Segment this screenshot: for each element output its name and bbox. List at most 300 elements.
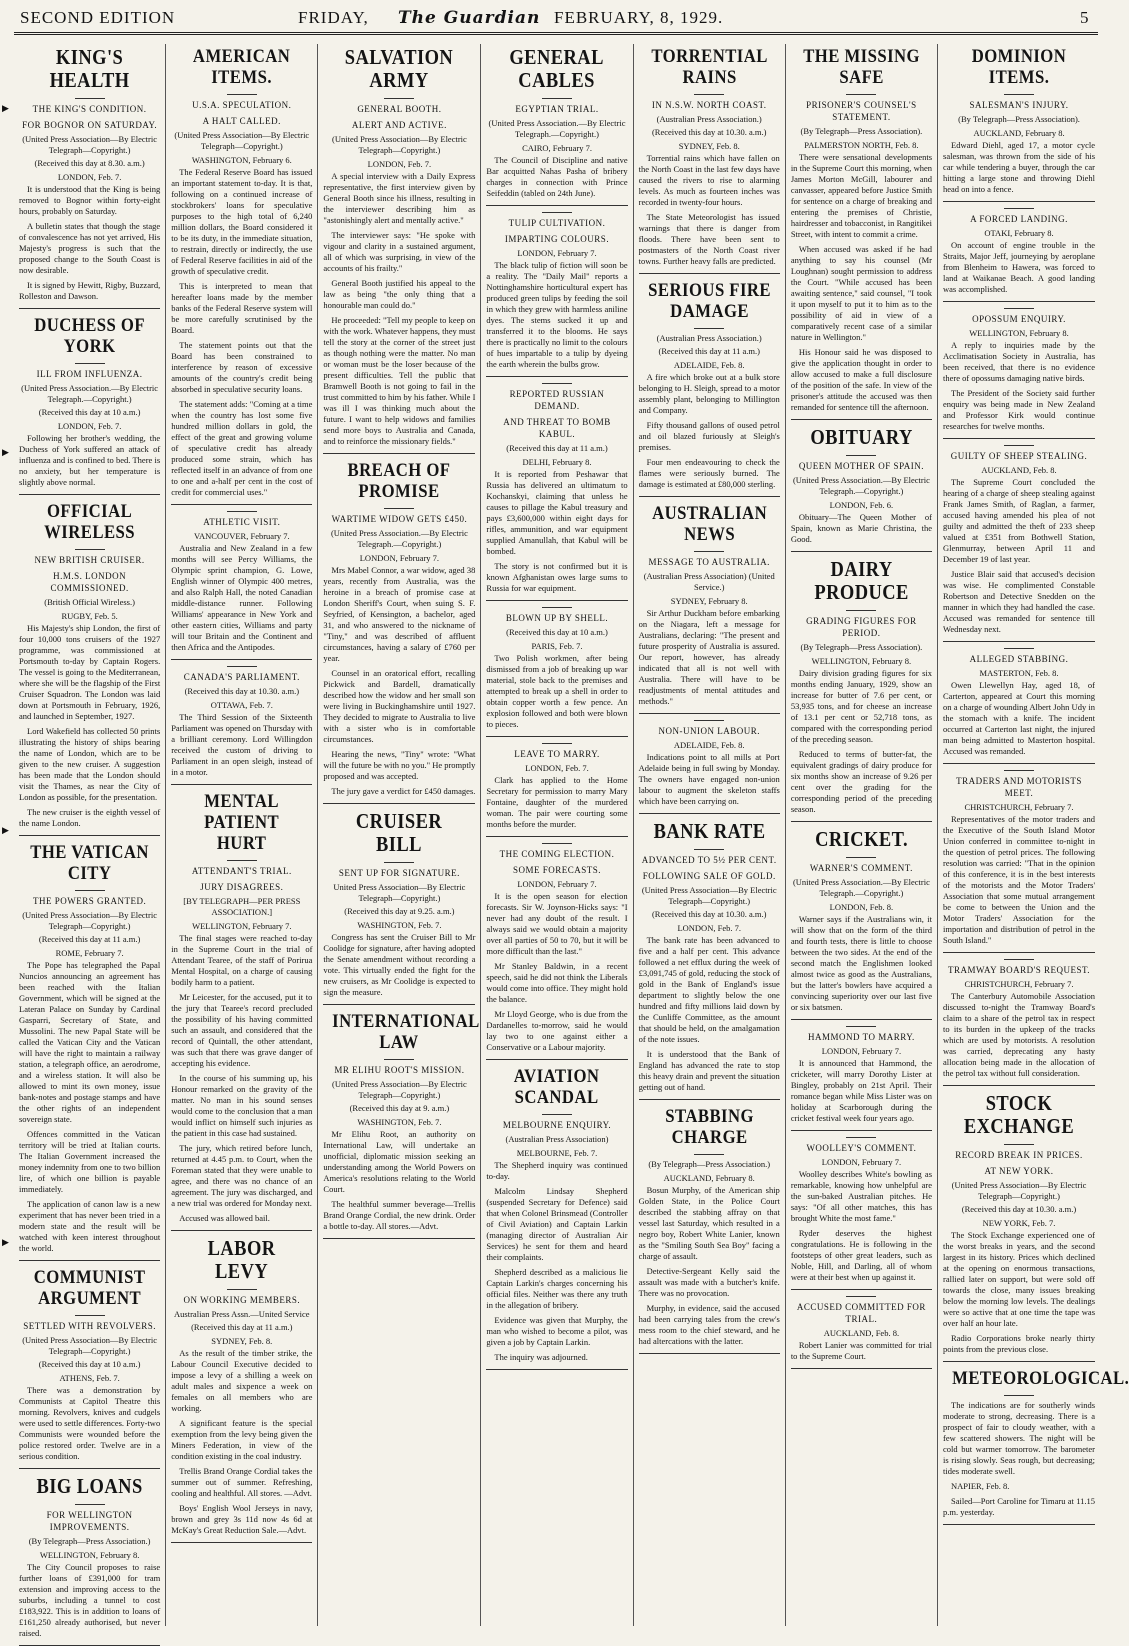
article-subhead: ALLEGED STABBING. (969, 654, 1069, 664)
article-separator (791, 1019, 932, 1020)
article-dateline: CAIRO, February 7. (522, 143, 592, 153)
article-dateline: OTAKI, February 8. (984, 228, 1054, 238)
article-credit: (United Press Association.—By Electric Telegraph.—Copyright.) (488, 118, 626, 139)
article-separator (486, 205, 627, 206)
article-credit: (Australian Press Association) (505, 1134, 609, 1144)
article-paragraph: Hearing the news, "Tiny" wrote: "What will the future be with no you." He promptly proposed and was accepted. (323, 749, 476, 781)
section-divider (542, 212, 572, 213)
article-paragraph: Australia and New Zealand in a few months will see Percy Williams, the Olympic sprint champion, G. Lowe, English winner of Olympic 400 metres, and also Ralph Hall, the noted Canadian middle-distance runner. Following Williams' appearance in New York and other eastern cities, Williams and party will tour Britain and the Continent and then Africa and the Antipodes. (171, 543, 313, 652)
article-paragraph: The application of canon law is a new experiment that has never been tried in a modern state and the result will be watched with keen interest throughout the world. (19, 1199, 161, 1253)
headline-divider (227, 860, 257, 861)
article-dateline: NEW YORK, Feb. 7. (982, 1218, 1056, 1228)
article-separator (323, 453, 475, 454)
article-paragraph: In the course of his summing up, his Honour remarked on the gravity of the matter. No man in his sound senses would come to the conclusion that a man would inflict on himself such injuries as the patient in this case had sustained. (171, 1073, 313, 1138)
article-paragraph: It is reported from Peshawar that Russia has delivered an ultimatum to Kochanskyi, claiming that unless he causes to pillage the Kabul treasury and pays £3,600,000 within eight days for rifles, ammunition, and war equipment supplied Amanullah, that Kabul will be bombed. (486, 469, 628, 556)
article (943, 648, 1095, 764)
article-subhead: A HALT CALLED. (202, 116, 281, 126)
article-subhead: NEW BRITISH CRUISER. (34, 555, 145, 565)
article-paragraph: A fire which broke out at a bulk store belonging to H. Sleigh, spread to a motor assembly plant, belonging to Millington and Company. (638, 372, 780, 415)
section-divider (542, 743, 572, 744)
article-paragraph: Representatives of the motor traders and the Executive of the South Island Motor Union conferred in committee to-night in the question of petrol prices. The following resolution was carried: "That in the opinion of this conference, it is in the best interests of the motorists and the Motor Traders' Association that some mutual arrangement be come to between the Union and the Motor Traders' Association for the importation and distribution of petrol in the South Island." (943, 814, 1096, 945)
article-subhead: TRAMWAY BOARD'S REQUEST. (947, 965, 1091, 975)
article-paragraph: The indications are for southerly winds moderate to strong, decreasing. There is a prospect of fair to cloudy weather, with a few scattered showers. The night will be cold but warmer tomorrow. The barometer is rising slowly. Seas rough, but decreasing; tides moderate swell. (943, 1400, 1096, 1476)
article-credit: (Australian Press Association.) (656, 114, 762, 124)
article (639, 1106, 780, 1354)
article (19, 46, 160, 309)
article-headline: CRUISER BILL (356, 809, 443, 856)
article-headline: AMERICAN ITEMS. (193, 46, 291, 88)
received-note: (Received this day at 10.30. a.m.) (651, 127, 767, 137)
article-paragraph: Robert Lanier was committed for trial to the Supreme Court. (790, 1340, 933, 1361)
article-separator (791, 1368, 932, 1369)
section-divider (227, 511, 257, 512)
article (323, 810, 475, 1005)
section-divider (227, 666, 257, 667)
article (486, 743, 627, 837)
article (943, 770, 1095, 953)
article (19, 842, 160, 1261)
article-paragraph: Edward Diehl, aged 17, a motor cycle salesman, was thrown from the side of his car while tendering a buyer, through the car hitting a large stone and throwing Diehl head on into a fence. (943, 140, 1096, 194)
article-headline: SERIOUS FIRE DAMAGE (647, 280, 771, 322)
arrow-marker-icon: ▶ (2, 103, 9, 113)
article-dateline: RUGBY, Feb. 5. (61, 611, 118, 621)
section-divider (846, 1296, 876, 1297)
article-headline: METEOROLOGICAL. (952, 1368, 1129, 1389)
article-paragraph: The Pope has telegraphed the Papal Nuncios announcing an agreement has been reached with the Italian Government, which will be signed at the Lateran Palace on Sunday by Cardinal Gasparri, Secretary of State, and Mussolini. The new Papal State will be called the Vatican City and the Vatican will have the right to maintain a railway station, a telegraph office, an aerodrome, and a wireless station. It will also be allowed to mint its own money, issue bank-notes and postage stamps and have the other rights of an independent sovereign state. (19, 960, 161, 1124)
article-dateline: PALMERSTON NORTH, Feb. 8. (804, 140, 919, 150)
article-subhead: ACCUSED COMMITTED FOR TRIAL. (796, 1302, 926, 1324)
article-headline: STABBING CHARGE (664, 1106, 754, 1148)
article-credit: (United Press Association—By Electric Telegraph—Copyright.) (22, 134, 157, 155)
headline-divider (227, 94, 257, 95)
article-headline: LABOR LEVY (207, 1236, 276, 1283)
article-separator (323, 1238, 475, 1239)
article-paragraph: Reduced to terms of butter-fat, the equivalent gradings of dairy produce for six months show an increase of 9.26 per cent over the grading for the corresponding period of the preceding season. (790, 749, 933, 814)
article-separator (943, 1524, 1095, 1525)
article-paragraph: Dairy division grading figures for six months ending January, 1929, show an increase for butter of 7.6 per cent, or 53,935 tons, and for cheese an increase of 13.1 per cent or 52,718 tons, as compared with the corresponding period of the preceding season. (790, 668, 933, 744)
article-credit: (United Press Association.—By Electric Telegraph.—Copyright.) (792, 877, 930, 898)
article-paragraph: The story is not confirmed but it is known Afghanistan owes large sums to Russia for war equipment. (486, 561, 628, 593)
article-subhead: SALESMAN'S INJURY. (969, 100, 1069, 110)
article-paragraph: A reply to inquiries made by the Acclimatisation Society in Australia, has been received, that there is no evidence there of opossums damaging native birds. (943, 340, 1096, 383)
article-paragraph: The interviewer says: "He spoke with vigour and clarity in a sustained argument, all of which was surprising, in view of the accounts of his frailty." (323, 230, 476, 273)
received-note: (Received this day at 11 a.m.) (191, 1322, 293, 1332)
article-separator (19, 494, 160, 495)
headline-divider (542, 1114, 572, 1115)
article-separator (943, 438, 1095, 439)
section-divider (1004, 445, 1034, 446)
article-subhead: FOR BOGNOR ON SATURDAY. (22, 120, 158, 130)
article-dateline: LONDON, February 7. (821, 1046, 902, 1056)
article-headline: AVIATION SCANDAL (514, 1066, 600, 1108)
headline-divider (75, 890, 105, 891)
article-separator (323, 803, 475, 804)
article (943, 1092, 1095, 1362)
article-paragraph: Mr Elihu Root, an authority on International Law, will undertake an unofficial, diplomatic mission seeking an understanding among the World Powers on America's resolutions relating to the World Court. (323, 1129, 476, 1194)
article-separator (19, 835, 160, 836)
article-headline: AUSTRALIAN NEWS (651, 503, 767, 545)
edition-label: SECOND EDITION (20, 8, 176, 27)
article-credit: (By Telegraph—Press Association). (958, 114, 1080, 124)
newspaper-logo: The Guardian (398, 8, 541, 28)
headline-divider (227, 1289, 257, 1290)
article-separator (943, 641, 1095, 642)
article-separator (639, 496, 780, 497)
article-paragraph: The statement points out that the Board has been constrained to interference by reason of excessive amounts of the country's credit being absorbed in speculative security loans. (171, 340, 313, 394)
article-paragraph: He proceeded: "Tell my people to keep on with the work. Whatever happens, they must tell the story at the corner of the street just as though nothing were the matter. No man or woman must be the loser because of the present difficulties. Tell the public that Bramwell Booth is not going to fail in the trust committed to him by his father. While I was ill I was thinking much about the future. I want to help widows and families send more boys to Australia and Canada, and to reinforce the missionary fields." (323, 315, 476, 446)
article-dateline: LONDON, February 7. (359, 553, 440, 563)
article (791, 46, 932, 420)
section-divider (1004, 770, 1034, 771)
article-credit: Australian Press Assn.—United Service (174, 1309, 310, 1319)
received-note: (Received this day at 10.30. a.m.) (184, 686, 300, 696)
article-credit: (By Telegraph—Press Association). (800, 126, 923, 136)
page-number: 5 (1080, 8, 1090, 27)
article (19, 1267, 160, 1469)
article-paragraph: It is announced that Hammond, the cricketer, will marry Dorothy Lister at Bingley, probably on 21st April. Their romance began while Miss Lister was on holiday at Scarborough during the cricket festival week four years ago. (790, 1058, 933, 1123)
article-paragraph: Shepherd described as a malicious lie Captain Larkin's charges concerning his official files. Neither was there any truth in the allegation of bribery. (486, 1267, 628, 1310)
section-divider (542, 607, 572, 608)
article-separator (486, 376, 627, 377)
article-dateline: LONDON, Feb. 7. (57, 421, 122, 431)
article-credit: (United Press Association.—By Electric Telegraph.—Copyright.) (21, 383, 159, 404)
article-paragraph: Fifty thousand gallons of oused petrol and oil blazed furiously at Sleigh's premises. (638, 420, 780, 452)
article-dateline: ROME, February 7. (55, 948, 124, 958)
article-separator (639, 813, 780, 814)
article-headline: CRICKET. (814, 827, 908, 851)
article-separator (943, 763, 1095, 764)
article-paragraph: The healthful summer beverage—Trellis Brand Orange Cordial, the new drink. Order a bottle to-day. All stores.—Advt. (323, 1199, 476, 1231)
section-divider (542, 843, 572, 844)
article-dateline: LONDON, Feb. 7. (677, 923, 741, 933)
headline-divider (846, 857, 876, 858)
article-headline: SALVATION ARMY (345, 45, 454, 92)
article (323, 1011, 481, 1239)
article-headline: STOCK EXCHANGE (963, 1091, 1075, 1138)
article-dateline: ADELAIDE, Feb. 8. (673, 740, 745, 750)
article-paragraph: Ryder deserves the highest congratulations. He is following in the footsteps of other great leaders, such as Noble, Hill, and Darling, all of whom were at their best when up against it. (790, 1228, 933, 1282)
article (791, 828, 932, 1020)
article-paragraph: Following her brother's wedding, the Duchess of York suffered an attack of influenza and is confined to bed. There is no anxiety, but her temperature is slightly above normal. (19, 433, 161, 487)
article-paragraph: Counsel in an oratorical effort, recalling Pickwick and Bardell, dramatically described how the widow and her small son were living in Buckinghamshire until 1927. They decided to migrate to Australia to live with a sister who is in comfortable circumstances. (323, 668, 476, 744)
received-note: (Received this day at 10 a.m.) (38, 1359, 141, 1369)
article-paragraph: A significant feature is the special exemption from the levy being given the Miners Federation, in view of the condition existing in the coal industry. (171, 1418, 313, 1461)
article (791, 1296, 932, 1369)
headline-divider (694, 1154, 724, 1155)
article-paragraph: The President of the Society said further enquiry was being made in New Zealand and Professor Kirk would continue researches for twelve months. (943, 388, 1096, 431)
article-credit: (By Telegraph—Press Association.) (648, 1159, 771, 1169)
section-divider (1004, 648, 1034, 649)
news-column (786, 44, 938, 1626)
headline-divider (384, 98, 414, 99)
article-paragraph: Owen Llewellyn Hay, aged 18, of Carterton, appeared at Court this morning on a charge of wounding Albert John Udy in the stomach with a knife. The incident occurred at Carterton last night, the injured man being admitted to Masterton hospital. Accused was remanded. (943, 680, 1096, 756)
article-dateline: AUCKLAND, February 8. (663, 1173, 755, 1183)
article-dateline: LONDON, Feb. 7. (367, 159, 432, 169)
article-dateline: MASTERTON, Feb. 8. (979, 668, 1059, 678)
article-separator (486, 1059, 627, 1060)
article-dateline: AUCKLAND, Feb. 8. (823, 1328, 900, 1338)
article (791, 1026, 932, 1131)
article-subhead: MR ELIHU ROOT'S MISSION. (334, 1065, 465, 1075)
article-paragraph: As the result of the timber strike, the Labour Council Executive decided to impose a levy of a shilling a week on adult males and sixpence a week on females on all members who are working. (171, 1348, 313, 1413)
article-credit: (By Telegraph—Press Association). (800, 642, 923, 652)
article-paragraph: Woolley describes White's bowling as remarkable, knowing how unhelpful are the sun-baked Australian pitches. He says: "Of all other matches, this has brought White the most fame." (790, 1169, 933, 1223)
article-subhead: GUILTY OF SHEEP STEALING. (950, 451, 1088, 461)
article (486, 383, 627, 601)
received-note: (Received this day at 10.30. a.m.) (651, 909, 767, 919)
article (943, 445, 1095, 642)
article (171, 791, 312, 1231)
article (171, 511, 312, 660)
article-dateline: WELLINGTON, February 8. (969, 328, 1069, 338)
article-paragraph: Evidence was given that Murphy, the man who wished to become a pilot, was given a job by Captain Larkin. (486, 1315, 628, 1347)
article-credit: (Australian Press Association) (United Service.) (643, 571, 775, 592)
article-paragraph: Two Polish workmen, after being dismissed from a job of breaking up war material, stole back to the premises and attempted to break up a shell in order to obtain copper worth a few pence. An explosion followed and both were blown to pieces. (486, 653, 628, 729)
article (639, 46, 780, 274)
article-separator (943, 1085, 1095, 1086)
article-subhead: AT NEW YORK. (984, 1166, 1054, 1176)
article-credit: (United Press Association—By Electric Telegraph—Copyright.) (641, 885, 777, 906)
article-separator (19, 1468, 160, 1469)
article-subhead: WARNER'S COMMENT. (809, 863, 913, 873)
article-separator (943, 201, 1095, 202)
article-paragraph: The Stock Exchange experienced one of the worst breaks in years, and the second largest in its history. Prices which declined at the opening on enormous transactions, rallied later on support, but were sold off towards the close, many issues breaking below the morning low levels. The dealings were so active that at one time the tape was over half an hour late. (943, 1230, 1096, 1328)
article-subhead: HAMMOND TO MARRY. (808, 1032, 915, 1042)
article (791, 426, 932, 552)
article-paragraph: The new cruiser is the eighth vessel of the name London. (19, 807, 161, 828)
article-paragraph: Radio Corporations broke nearly thirty points from the previous close. (943, 1333, 1096, 1354)
article (486, 843, 627, 1060)
article-dateline: WASHINGTON, Feb. 7. (357, 1117, 442, 1127)
headline-divider (384, 862, 414, 863)
article-paragraph: Detective-Sergeant Kelly said the assault was made with a butcher's knife. There was no provocation. (638, 1266, 780, 1298)
article-dateline: SYDNEY, February 8. (670, 596, 748, 606)
article-separator (171, 784, 312, 785)
article (639, 280, 780, 497)
article-headline: COMMUNIST ARGUMENT (33, 1267, 146, 1309)
article-subhead: JURY DISAGREES. (200, 882, 284, 892)
article-paragraph: On account of engine trouble in the Straits, Major Jeff, journeying by aeroplane from Blenheim to Hawera, was forced to land at Waikanae Beach. A good landing was accomplished. (943, 240, 1096, 294)
article-headline: MENTAL PATIENT HURT (204, 791, 280, 854)
article-headline: KING'S HEALTH (49, 45, 130, 92)
article-paragraph: Sir Arthur Duckham before embarking on the Niagara, left a message for Australians, declaring: "The present and future prosperity of Australia is assured. Our report, however, has already indicated that all is not well with Australia. There will have to be readjustments of mental attitudes and methods." (638, 608, 780, 706)
article-paragraph: There were sensational developments in the Supreme Court this morning, when James Morton McGill, labourer and canvasser, appeared before Justice Smith for sentence on a charge of breaking and entering the premises of Christie, hairdresser and tobacconist, in Rangitikei Street, with intent to commit a crime. (790, 152, 933, 239)
article-dateline: SYDNEY, Feb. 8. (678, 141, 740, 151)
article-dateline: WELLINGTON, February 7. (192, 921, 292, 931)
article-paragraph: Lord Wakefield has collected 50 prints illustrating the history of ships bearing the name of London, which are to be given to the new cruiser. A suggestion has been made that the London should visit the Thames, as near the City of London as possible, for the presentation. (19, 726, 161, 802)
article-paragraph: His Honour said he was disposed to give the application thought in order to allow accused to make a full disclosure of the position of the safe. In view of the prisoner's attitude the accused was then remanded for sentence till the afternoon. (790, 347, 933, 412)
section-divider (846, 1137, 876, 1138)
article-paragraph: It is signed by Hewitt, Rigby, Buzzard, Rolleston and Dawson. (19, 280, 161, 301)
article (19, 501, 160, 836)
article-dateline: WASHINGTON, Feb. 7. (357, 920, 442, 930)
article-paragraph: The Supreme Court concluded the hearing of a charge of sheep stealing against Frank James Smith, of Raglan, a farmer, accused having amended his plea of not guilty and admitted the theft of 233 sheep valued at £351 from Bothwell Station, Glenmurray, between April 11 and December 19 of last year. (943, 477, 1096, 564)
article (791, 1137, 932, 1290)
received-note: (Received this day at 10.30. a.m.) (961, 1204, 1077, 1214)
article-paragraph: Trellis Brand Orange Cordial takes the summer out of summer. Refreshing, cooling and healthful. All stores. —Advt. (171, 1466, 313, 1498)
article-dateline: VANCOUVER, February 7. (193, 531, 290, 541)
article-paragraph: A special interview with a Daily Express representative, the first interview given by General Booth since his illness, resulting in the interviewer describing him as "astonishingly alert and mentally active." (323, 171, 476, 225)
article-paragraph: General Booth justified his appeal to the law as being "the only thing that a honourable man could do." (323, 278, 476, 310)
article-subhead: SOME FORECASTS. (512, 865, 602, 875)
article-headline: BIG LOANS (36, 1474, 143, 1498)
article-dateline: LONDON, February 7. (821, 1157, 902, 1167)
article-separator (171, 1542, 312, 1543)
article-headline: GENERAL CABLES (509, 45, 605, 92)
arrow-marker-icon: ▶ (2, 447, 9, 457)
article-paragraph: When accused was asked if he had anything to say his counsel (Mr Loughnan) sought permission to address the Court. "While accused has been awaiting sentence," said counsel, "I took it upon myself to put it to him as to the possibility of aid in view of a comparatively recent case of a similar nature in Wellington." (790, 244, 933, 342)
article-headline: THE VATICAN CITY (30, 842, 149, 884)
headline-divider (75, 549, 105, 550)
article-subhead: TULIP CULTIVATION. (508, 218, 606, 228)
article-subhead: QUEEN MOTHER OF SPAIN. (798, 461, 924, 471)
article-paragraph: NAPIER, Feb. 8. (951, 1481, 1010, 1491)
article-separator (791, 1130, 932, 1131)
article-paragraph: The Council of Discipline and native Bar acquitted Nahas Pasha of bribery charges in connection with Prince Seifeddin (tabled on 24th June). (486, 155, 628, 198)
article-headline: INTERNATIONAL LAW (332, 1011, 481, 1053)
article-credit: (United Press Association—By Electric Telegraph—Copyright.) (951, 1180, 1087, 1201)
article-separator (943, 301, 1095, 302)
article-subhead: GENERAL BOOTH. (357, 104, 442, 114)
article-subhead: ON WORKING MEMBERS. (183, 1295, 301, 1305)
article-paragraph: Mr Leicester, for the accused, put it to the jury that Tearee's record precluded the possibility of his having committed such an assault, and considered that the record of Quintall, the other attendant, was such that there was grave danger of accepting his evidence. (171, 992, 313, 1068)
received-note: (Received this day at 9.25. a.m.) (344, 906, 455, 916)
article-paragraph: The jury, which retired before lunch, returned at 4.45 p.m. to Court, when the Foreman stated that they were unable to agree, and there was no chance of an agreement. The jury was discharged, and a new trial was ordered for Monday next. (171, 1143, 313, 1208)
section-divider (1004, 959, 1034, 960)
article-subhead: EGYPTIAN TRIAL. (515, 104, 599, 114)
article-paragraph: Mrs Mabel Connor, a war widow, aged 38 years, recently from Australia, was the heroine in a breach of promise case at London Sheriff's Court, when suing S. F. Seyfried, of Kensington, a bachelor, aged 31, and who answered to the nickname of "Tiny," and was described of affluent circumstances, having a salary of £760 per year. (323, 565, 476, 663)
article-paragraph: The State Meteorologist has issued warnings that there is danger from floods. There have been sent to postmasters of the North Coast river towns. Further heavy falls are predicted. (638, 212, 780, 266)
article-paragraph: Indications point to all mills at Port Adelaide being in full swing by Monday. The owners have engaged non-union labour to augment the skeleton staffs which have been carrying on. (638, 752, 780, 806)
article-paragraph: Accused was allowed bail. (179, 1213, 270, 1223)
article-credit: (United Press Association.—By Electric Telegraph.—Copyright.) (330, 528, 468, 549)
article-dateline: LONDON, Feb. 6. (829, 500, 894, 510)
article-paragraph: Malcolm Lindsay Shepherd (suspended Secretary for Defence) said that when Colonel Brinsmead (Controller of Civil Aviation) and Captain Larkin (managing director of Australian Air Services) he sent for them and heard their complaints. (486, 1186, 628, 1262)
article-subhead: FOR WELLINGTON IMPROVEMENTS. (46, 1510, 133, 1532)
headline-divider (75, 98, 105, 99)
article-paragraph: The Federal Reserve Board has issued an important statement to-day. It is that, following on a continued increase of stockbrokers' loans for speculative purposes to the high total of 6,240 million dollars, the Board considered it to be its duty, in the immediate situation, to restrain, directly or indirectly, the use of Federal Reserve facilities in aid of the growth of speculative credit. (171, 167, 313, 276)
headline-divider (384, 508, 414, 509)
article-separator (943, 1361, 1095, 1362)
article-credit: (Australian Press Association.) (656, 333, 762, 343)
news-column (481, 44, 633, 1626)
article-credit: (United Press Association—By Electric Telegraph—Copyright.) (22, 1335, 157, 1356)
section-divider (542, 383, 572, 384)
article-paragraph: The statement adds: "Coming at a time when the country has lost some five hundred million dollars in gold, the effect of the great and growing volume of speculative credit has already produced some strain, which has reflected itself in an advance of from one to one and a-half per cent in the cost of credit for commercial uses." (171, 399, 313, 497)
article-paragraph: The jury gave a verdict for £450 damages. (331, 786, 476, 796)
article-subhead: REPORTED RUSSIAN DEMAND. (509, 389, 605, 411)
article-dateline: DELHI, February 8. (522, 457, 592, 467)
article-paragraph: It is understood that the Bank of England has advanced the rate to stop this heavy drain and prevent the situation getting out of hand. (638, 1049, 780, 1092)
article (639, 503, 780, 714)
article (323, 460, 475, 804)
article-credit: (United Press Association—By Electric Telegraph—Copyright.) (332, 134, 467, 155)
article (19, 315, 160, 495)
article-dateline: ATHENS, Feb. 7. (59, 1373, 120, 1383)
headline-divider (1004, 1395, 1034, 1396)
article-separator (171, 1230, 312, 1231)
article-paragraph: Murphy, in evidence, said the accused had been carrying tales from the crew's mess room to the chief steward, and he had altercations with the latter. (638, 1303, 780, 1346)
article-subhead: MELBOURNE ENQUIRY. (502, 1120, 612, 1130)
article-separator (791, 551, 932, 552)
article-dateline: CHRISTCHURCH, February 7. (964, 802, 1074, 812)
article-dateline: WELLINGTON, February 8. (39, 1550, 140, 1560)
news-column (14, 44, 166, 1638)
article-credit: (United Press Association—By Electric Telegraph—Copyright.) (22, 910, 157, 931)
article-headline: BANK RATE (653, 819, 766, 843)
article-subhead: ADVANCED TO 5½ PER CENT. (641, 855, 777, 865)
article-subhead: ATHLETIC VISIT. (203, 517, 281, 527)
section-divider (1004, 308, 1034, 309)
arrow-marker-icon: ▶ (2, 825, 9, 835)
headline-divider (75, 1504, 105, 1505)
issue-date: FEBRUARY, 8, 1929. (554, 8, 724, 27)
article-dateline: PARIS, Feb. 7. (531, 641, 583, 651)
article-dateline: MELBOURNE, Feb. 7. (516, 1148, 598, 1158)
article (486, 607, 627, 737)
article-paragraph: Boys' English Wool Jerseys in navy, brown and grey 3s 11d now 4s 6d at McKay's Great Reduction Sale.—Advt. (171, 1503, 313, 1535)
article-paragraph: Offences committed in the Vatican territory will be tried at Italian courts. The Italian Government increased the money indemnity from one to two billion lire, of which one billion is payable immediately. (19, 1129, 161, 1194)
received-note: (Received this day at 8.30. a.m.) (34, 158, 145, 168)
article-paragraph: His Majesty's ship London, the first of four 10,000 tons cruisers of the 1927 programme, was commissioned at Portsmouth to-day by Captain Rogers. The vessel is going to the Mediterranean, where she will be the flagship of the First Cruiser Squadron. The London was laid down at Portsmouth in February, 1926, and launched in September, 1927. (19, 623, 161, 721)
headline-divider (384, 1059, 414, 1060)
article-subhead: CANADA'S PARLIAMENT. (183, 672, 300, 682)
article-paragraph: The Shepherd inquiry was continued to-day. (486, 1160, 628, 1181)
article-separator (639, 713, 780, 714)
article-paragraph: The bank rate has been advanced to five and a half per cent. This advance followed a net efflux during the week of £3,091,745 of gold, reducing the stock of gold in the Bank of England's issue department to slightly below the one hundred and fifty millions laid down by the Cunliffe Committee, as the amount that should be held, on the amalgamation of the note issues. (638, 935, 780, 1044)
headline-divider (694, 551, 724, 552)
article-subhead: A FORCED LANDING. (970, 214, 1068, 224)
headline-divider (694, 849, 724, 850)
article-subhead: AND THREAT TO BOMB KABUL. (503, 417, 611, 439)
received-note: (Received this day at 10 a.m.) (506, 627, 608, 637)
article-subhead: NON-UNION LABOUR. (658, 726, 760, 736)
article-dateline: WASHINGTON, February 6. (191, 155, 292, 165)
article-paragraph: The final stages were reached to-day in the Supreme Court in the trial of Attendant Tearee, of the staff of Porirua Mental Hospital, on a charge of causing bodily harm to a patient. (171, 933, 313, 987)
article-separator (791, 821, 932, 822)
article-credit: [BY TELEGRAPH—PER PRESS ASSOCIATION.] (183, 896, 301, 917)
article-dateline: LONDON, Feb. 7. (525, 763, 589, 773)
article-separator (486, 1369, 627, 1370)
article-dateline: SYDNEY, Feb. 8. (211, 1336, 273, 1346)
article-credit: (United Press Association—By Electric Telegraph—Copyright.) (174, 130, 310, 151)
masthead (14, 6, 1098, 35)
article-separator (639, 1099, 780, 1100)
article-paragraph: The Canterbury Automobile Association discussed to-night the Tramway Board's claim to a share of the petrol tax in respect to its burden in the upkeep of the tracks which are used by motorists. A resolution was carried, deprecating any hasty allocation being made in the allocation of the petrol tax without full consideration. (943, 991, 1096, 1078)
article-headline: TORRENTIAL RAINS (650, 46, 768, 88)
article-dateline: LONDON, February 7. (517, 879, 597, 889)
article-subhead: WOOLLEY'S COMMENT. (806, 1143, 917, 1153)
headline-divider (846, 94, 876, 95)
article-paragraph: Obituary—The Queen Mother of Spain, known as Marie Christina, the Good. (790, 512, 933, 544)
article-paragraph: Mr Lloyd George, who is due from the Dardanelles to-morrow, said he would lay two to one against either a Conservative or a Labour majority. (486, 1009, 628, 1052)
article-dateline: ADELAIDE, Feb. 8. (673, 360, 745, 370)
article-paragraph: Warner says if the Australians win, it will show that on the form of the third and fourth tests, there is little to choose between the two sides. At the end of the second match the Englishmen looked almost twice as good as the Australians, but the latter's bowlers have acquired a convincing superiority over our last five or six batsmen. (790, 914, 933, 1012)
article-credit: (United Press Association—By Electric Telegraph—Copyright.) (332, 1079, 467, 1100)
news-column (938, 44, 1129, 1626)
day-label: FRIDAY, (298, 8, 369, 27)
arrow-marker-icon: ▶ (2, 1237, 9, 1247)
article-subhead: PRISONER'S COUNSEL'S STATEMENT. (806, 100, 917, 122)
article-paragraph: Congress has sent the Cruiser Bill to Mr Coolidge for signature, after having adopted the Senate amendment without recording a vote. This virtually ended the fight for the new cruisers, as Mr Coolidge is expected to sign the measure. (323, 932, 476, 997)
article-headline: DOMINION ITEMS. (971, 46, 1067, 88)
article-headline: DUCHESS OF YORK (34, 315, 145, 357)
article-credit: (By Telegraph—Press Association.) (28, 1536, 151, 1546)
received-note: (Received this day at 9. a.m.) (349, 1103, 450, 1113)
headline-divider (75, 363, 105, 364)
article-dateline: LONDON, Feb. 8. (829, 902, 894, 912)
headline-divider (1004, 1144, 1034, 1145)
